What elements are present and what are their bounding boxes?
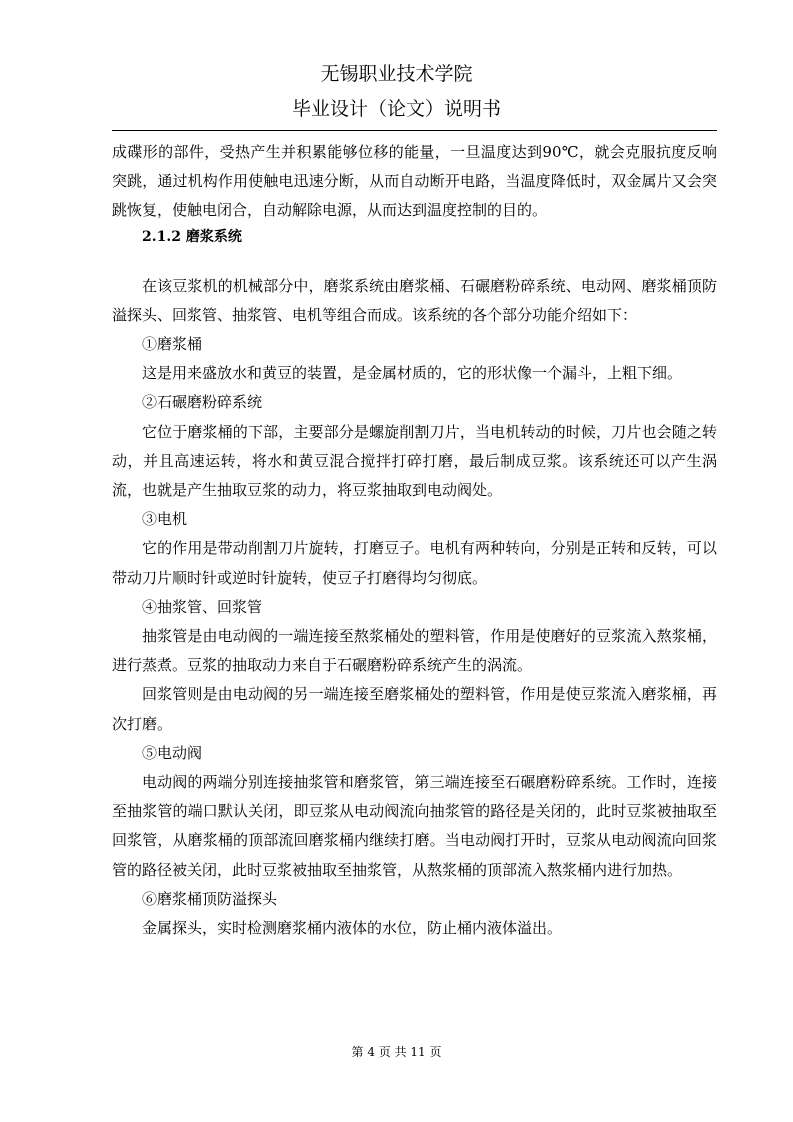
header-school-name: 无锡职业技术学院 bbox=[320, 63, 473, 85]
header-divider bbox=[112, 130, 717, 131]
item-heading-motor: ③电机 bbox=[142, 510, 188, 529]
item-heading-grinder: ②石碾磨粉碎系统 bbox=[142, 393, 263, 412]
page-number: 第 4 页 共 11 页 bbox=[351, 1045, 442, 1059]
paragraph-return-pipe: 回浆管则是由电动阀的另一端连接至磨浆桶处的塑料管，作用是使豆浆流入磨浆桶，再次打磨。 bbox=[112, 685, 717, 733]
document-body bbox=[112, 138, 717, 943]
item-heading-valve: ⑤电动阀 bbox=[142, 743, 203, 762]
item-heading-probe: ⑥磨浆桶顶防溢探头 bbox=[142, 889, 278, 908]
paragraph-motor: 它的作用是带动削割刀片旋转，打磨豆子。电机有两种转向，分别是正转和反转，可以带动刀片顺时针或逆时针旋转，使豆子打磨得均匀彻底。 bbox=[112, 539, 717, 587]
paragraph-continued: 成碟形的部件，受热产生并积累能够位移的能量，一旦温度达到90℃，就会克服抗度反响突跳，通过机构作用使触电迅速分断，从而自动断开电路，当温度降低时，双金属片又会突跳恢复，使触电闭合，自动解除电源，从而达到温度控制的目的。 bbox=[112, 143, 717, 220]
paragraph-bucket: 这是用来盛放水和黄豆的装置，是金属材质的，它的形状像一个漏斗，上粗下细。 bbox=[142, 364, 683, 383]
paragraph-probe: 金属探头，实时检测磨浆桶内液体的水位，防止桶内液体溢出。 bbox=[142, 919, 563, 938]
header-document-title: 毕业设计（论文）说明书 bbox=[291, 98, 501, 120]
paragraph-intro: 在该豆浆机的机械部分中，磨浆系统由磨浆桶、石碾磨粉碎系统、电动网、磨浆桶顶防溢探头、回浆管、抽浆管、电机等组合而成。该系统的各个部分功能介绍如下： bbox=[112, 276, 717, 324]
paragraph-draw-pipe: 抽浆管是由电动阀的一端连接至熬浆桶处的塑料管，作用是使磨好的豆浆流入熬浆桶，进行蒸煮。豆浆的抽取动力来自于石碾磨粉碎系统产生的涡流。 bbox=[112, 627, 717, 675]
item-heading-pipes: ④抽浆管、回浆管 bbox=[142, 597, 263, 616]
paragraph-valve: 电动阀的两端分别连接抽浆管和磨浆管，第三端连接至石碾磨粉碎系统。工作时，连接至抽浆管的端口默认关闭，即豆浆从电动阀流向抽浆管的路径是关闭的，此时豆浆被抽取至回浆管，从磨浆桶的顶部流回磨浆桶内继续打磨。当电动阀打开时，豆浆从电动阀流向回浆管的路径被关闭，此时豆浆被抽取至抽浆管，从熬浆桶的顶部流入熬浆桶内进行加热。 bbox=[112, 773, 717, 879]
item-heading-bucket: ①磨浆桶 bbox=[142, 335, 203, 354]
section-heading: 2.1.2 磨浆系统 bbox=[142, 228, 242, 245]
paragraph-grinder: 它位于磨浆桶的下部，主要部分是螺旋削割刀片，当电机转动的时候，刀片也会随之转动，并且高速运转，将水和黄豆混合搅拌打碎打磨，最后制成豆浆。该系统还可以产生涡流，也就是产生抽取豆浆的动力，将豆浆抽取到电动阀处。 bbox=[112, 422, 717, 500]
